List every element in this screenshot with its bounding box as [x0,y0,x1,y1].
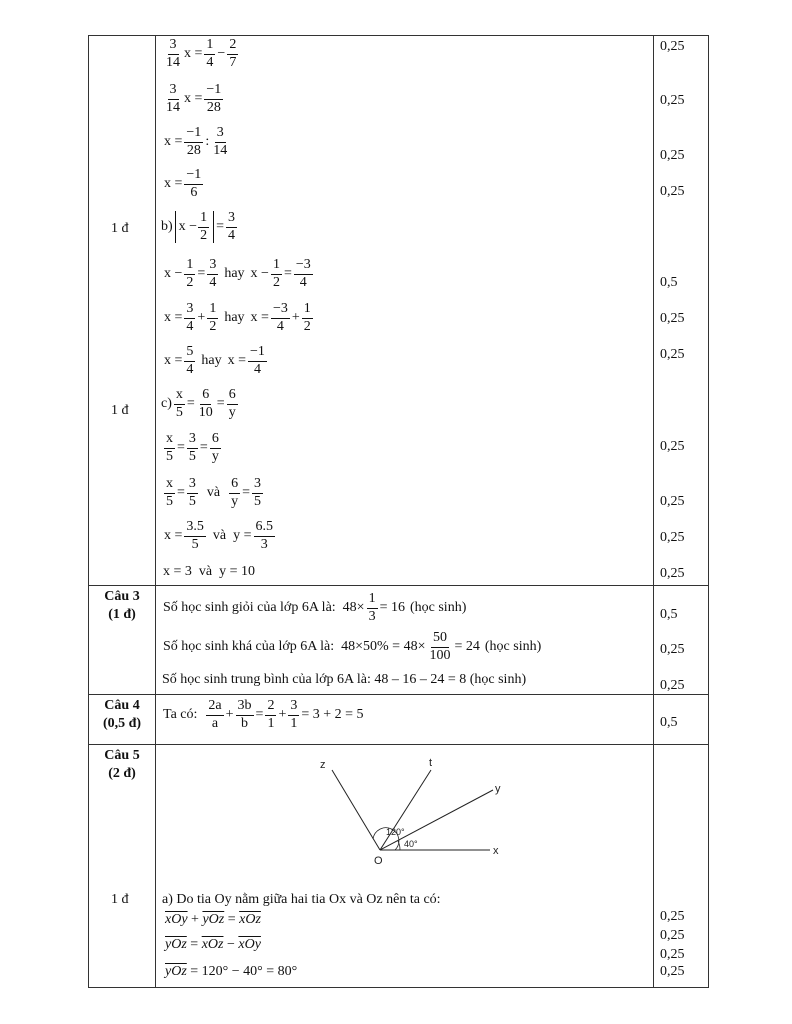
equation-row: $\frac{x}{5}$ = $\frac{3}{5}$ và $\frac{6}{y}$ = $\frac{3}{5}$ [166,476,262,509]
score: 0,25 [660,494,685,509]
label-angle-40: 40° [404,839,418,849]
score: 0,25 [660,909,685,924]
equation-row: $\overline{yOz} = 120^\circ - 40^\circ = 80^\circ$ [165,964,298,979]
score: 0,25 [660,566,685,581]
points-label-part-a: 1 đ [111,221,129,236]
label-angle-120: 120° [386,827,405,837]
angle-figure [310,752,510,872]
score: 0,25 [660,439,685,454]
q4-line: Ta có: $\frac{2a}{a}$ + $\frac{3b}{b}$ = $\frac{2}{1}$ + $\frac{3}{1}$ = 3 + 2 = 5 [163,698,364,731]
equation-row: x = $\frac{3}{4}$ + $\frac{1}{2}$ hay x = $\frac{-3}{4}$ + $\frac{1}{2}$ [164,301,311,334]
label-x: x [493,845,499,857]
score: 0,25 [660,928,685,943]
equation-row: $\frac{3}{14}$ x = $\frac{1}{4}$ − $\frac{2}{7}$ [166,37,237,70]
column-divider-2 [653,36,654,987]
column-divider-1 [155,36,156,987]
equation-row: $\frac{x}{5}$ = $\frac{3}{5}$ = $\frac{6}{y}$ [166,431,219,464]
equation-row: x − $\frac{1}{2}$ = $\frac{3}{4}$ hay x − $\frac{1}{2}$ = $\frac{-3}{4}$ [164,257,311,290]
points-label-part-b: 1 đ [111,403,129,418]
score: 0,25 [660,347,685,362]
q3-line1: Số học sinh giỏi của lớp 6A là: 48× $\frac{1}{3}$ = 16 (học sinh) [163,591,467,624]
score: 0,25 [660,642,685,657]
score: 0,5 [660,607,678,622]
score: 0,25 [660,93,685,108]
label-o: O [374,855,383,867]
row-divider-q4 [89,694,708,695]
equation-row: x = $\frac{-1}{28}$ : $\frac{3}{14}$ [164,125,228,158]
label-z: z [320,759,326,771]
equation-row: $\overline{xOy} + \overline{yOz} = \overline{xOz}$ [165,912,261,927]
points-label-part-c: 1 đ [111,892,129,907]
q5-header: Câu 5 (2 đ) [104,748,140,781]
q4-header: Câu 4 (0,5 đ) [102,698,142,731]
score: 0,25 [660,530,685,545]
equation-row: x = $\frac{3.5}{5}$ và y = $\frac{6.5}{3}$ [164,519,274,552]
equation-row: $\overline{yOz} = \overline{xOz} - \overline{xOy}$ [165,937,261,952]
score: 0,25 [660,184,685,199]
score: 0,25 [660,964,685,979]
score: 0,25 [660,148,685,163]
equation-row: x = $\frac{-1}{6}$ [164,167,202,200]
equation-row: x = $\frac{5}{4}$ hay x = $\frac{-1}{4}$ [164,344,265,377]
q5-part-a: a) Do tia Oy nằm giữa hai tia Ox và Oz nên ta có: [162,892,441,907]
label-y: y [495,783,501,795]
score: 0,5 [660,715,678,730]
equation-row: b) x − $\frac{1}{2}$ = $\frac{3}{4}$ [161,210,235,243]
label-t: t [429,757,433,769]
score: 0,5 [660,275,678,290]
q3-line2: Số học sinh khá của lớp 6A là: 48×50% = 48× $\frac{50}{100}$ = 24 (học sinh) [163,630,542,663]
row-divider-q3 [89,585,708,586]
score: 0,25 [660,678,685,693]
equation-row: x = 3 và y = 10 [163,564,256,579]
q3-header: Câu 3 (1 đ) [104,589,140,622]
score: 0,25 [660,311,685,326]
equation-row: c) $\frac{x}{5}$ = $\frac{6}{10}$ = $\frac{6}{y}$ [161,387,236,420]
row-divider-q5 [89,744,708,745]
equation-row: $\frac{3}{14}$ x = $\frac{-1}{28}$ [166,82,222,115]
score: 0,25 [660,39,685,54]
score: 0,25 [660,947,685,962]
q3-line3: Số học sinh trung bình của lớp 6A là: 48 – 16 – 24 = 8 (học sinh) [162,672,527,687]
